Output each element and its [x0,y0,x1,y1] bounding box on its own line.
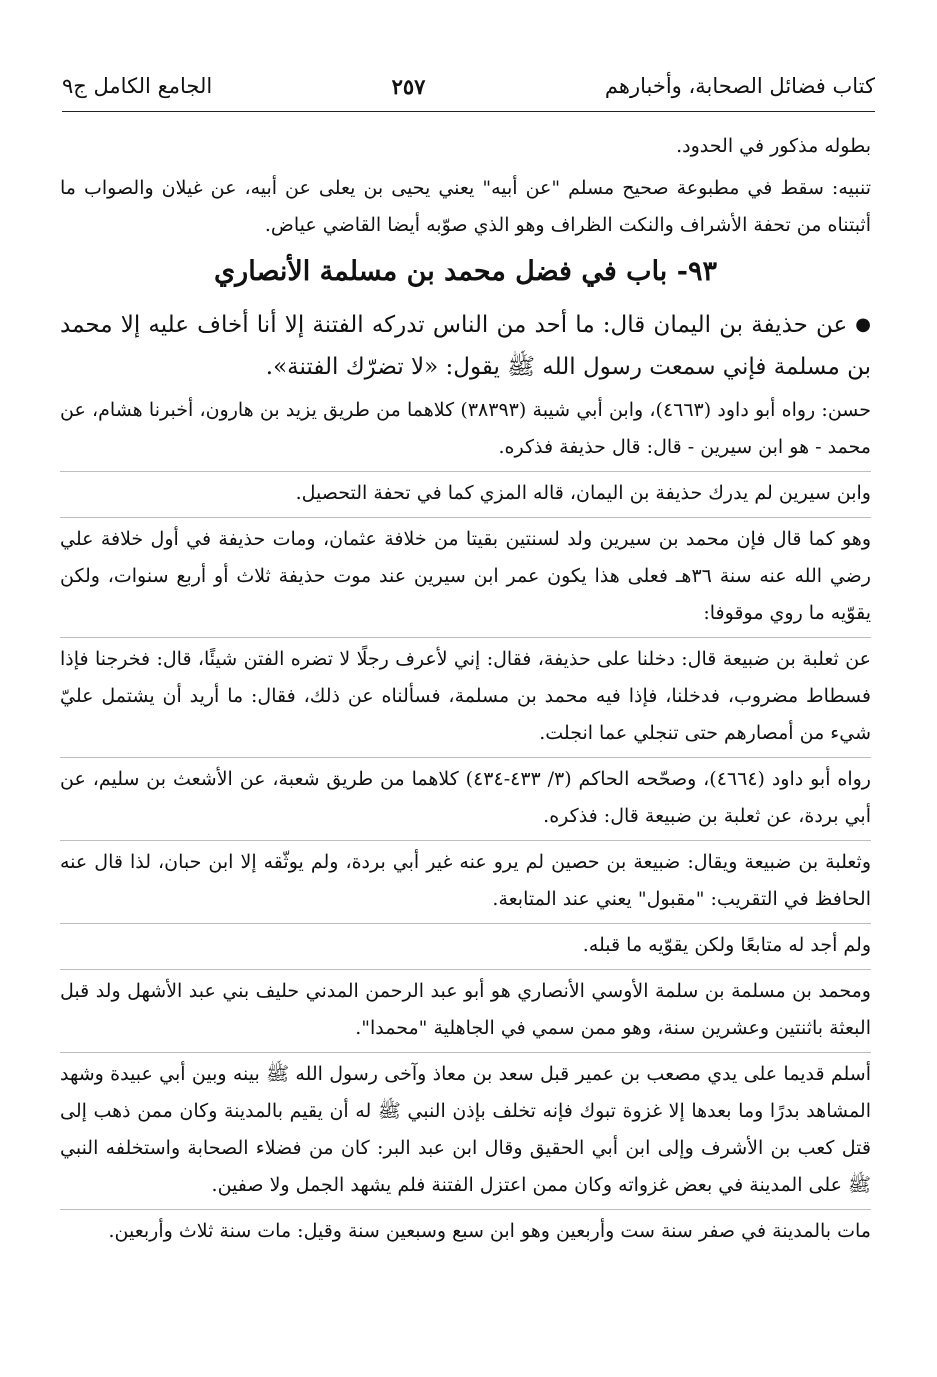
book-section-title: كتاب فضائل الصحابة، وأخبارهم [604,74,875,98]
commentary-paragraph: حسن: رواه أبو داود (٤٦٦٣)، وابن أبي شيبة (٣٨٣٩٣) كلاهما من طريق يزيد بن هارون، أخبرنا هشام، عن محمد - هو ابن سيرين - قال: قال حذيفة فذكره. [60,399,871,458]
commentary-paragraph: ولم أجد له متابعًا ولكن يقوّيه ما قبله. [60,923,871,964]
commentary-paragraph: وابن سيرين لم يدرك حذيفة بن اليمان، قاله المزي كما في تحفة التحصيل. [60,471,871,512]
commentary-paragraph: عن ثعلبة بن ضبيعة قال: دخلنا على حذيفة، فقال: إني لأعرف رجلًا لا تضره الفتن شيئًا، قال: فخرجنا فإذا فسطاط مضروب، فدخلنا، فإذا فيه محمد بن مسلمة، فسألناه عن ذلك، فقال: ما أريد أن يشتمل عليّ شيء من أمصارهم حتى تنجلي عما انجلت. [60,637,871,752]
page-header [62,66,875,106]
hadith-text [60,304,871,388]
commentary-paragraph: رواه أبو داود (٤٦٦٤)، وصحّحه الحاكم (٣/ ٤٣٣-٤٣٤) كلاهما من طريق شعبة، عن الأشعث بن سليم، عن أبي بردة، عن ثعلبة بن ضبيعة قال: فذكره. [60,757,871,835]
note-paragraph: تنبيه: سقط في مطبوعة صحيح مسلم "عن أبيه" يعني يحيى بن يعلى عن أبيه، عن غيلان والصواب ما أثبتناه من تحفة الأشراف والنكت الظراف وهو الذي صوّبه أيضا القاضي عياض. [60,177,871,236]
paragraph: بطوله مذكور في الحدود. [676,135,871,157]
commentary-paragraph: وهو كما قال فإن محمد بن سيرين ولد لسنتين بقيتا من خلافة عثمان، ومات حذيفة في أول خلافة علي رضي الله عنه سنة ٣٦هـ فعلى هذا يكون عمر ابن سيرين عند موت حذيفة ثلاث أو أربع سنوات، ولكن يقوّيه ما روي موقوفا: [60,517,871,632]
commentary-paragraph: وثعلبة بن ضبيعة ويقال: ضبيعة بن حصين لم يرو عنه غير أبي بردة، ولم يوثّقه إلا ابن حبان، لذا قال عنه الحافظ في التقريب: "مقبول" يعني عند المتابعة. [60,840,871,918]
bullet-icon: ● [855,314,871,335]
page-body [60,128,871,1255]
commentary-paragraph: أسلم قديما على يدي مصعب بن عمير قبل سعد بن معاذ وآخى رسول الله ﷺ بينه وبين أبي عبيدة وشهد المشاهد بدرًا وما بعدها إلا غزوة تبوك فإنه تخلف بإذن النبي ﷺ له أن يقيم بالمدينة وكان ممن ذهب إلى قتل كعب بن الأشرف وإلى ابن أبي الحقيق وقال ابن عبد البر: كان من فضلاء الصحابة واستخلفه النبي ﷺ على المدينة في بعض غزواته وكان ممن اعتزل الفتنة فلم يشهد الجمل ولا صفين. [60,1052,871,1204]
chapter-heading: ٩٣- باب في فضل محمد بن مسلمة الأنصاري [214,256,717,287]
book-volume-title: الجامع الكامل ج٩ [62,74,213,98]
hadith-body: عن حذيفة بن اليمان قال: ما أحد من الناس تدركه الفتنة إلا أنا أخاف عليه إلا محمد بن مسلمة فإني سمعت رسول الله ﷺ يقول: «لا تضرّك الفتنة». [60,312,871,380]
page-number: ٢٥٧ [391,73,426,99]
commentary-paragraph: مات بالمدينة في صفر سنة ست وأربعين وهو ابن سبع وسبعين سنة وقيل: مات سنة ثلاث وأربعين. [60,1209,871,1250]
header-divider [62,111,875,112]
commentary-paragraph: ومحمد بن مسلمة بن سلمة الأوسي الأنصاري هو أبو عبد الرحمن المدني حليف بني عبد الأشهل ولد قبل البعثة باثنتين وعشرين سنة، وهو ممن سمي في الجاهلية "محمدا". [60,969,871,1047]
